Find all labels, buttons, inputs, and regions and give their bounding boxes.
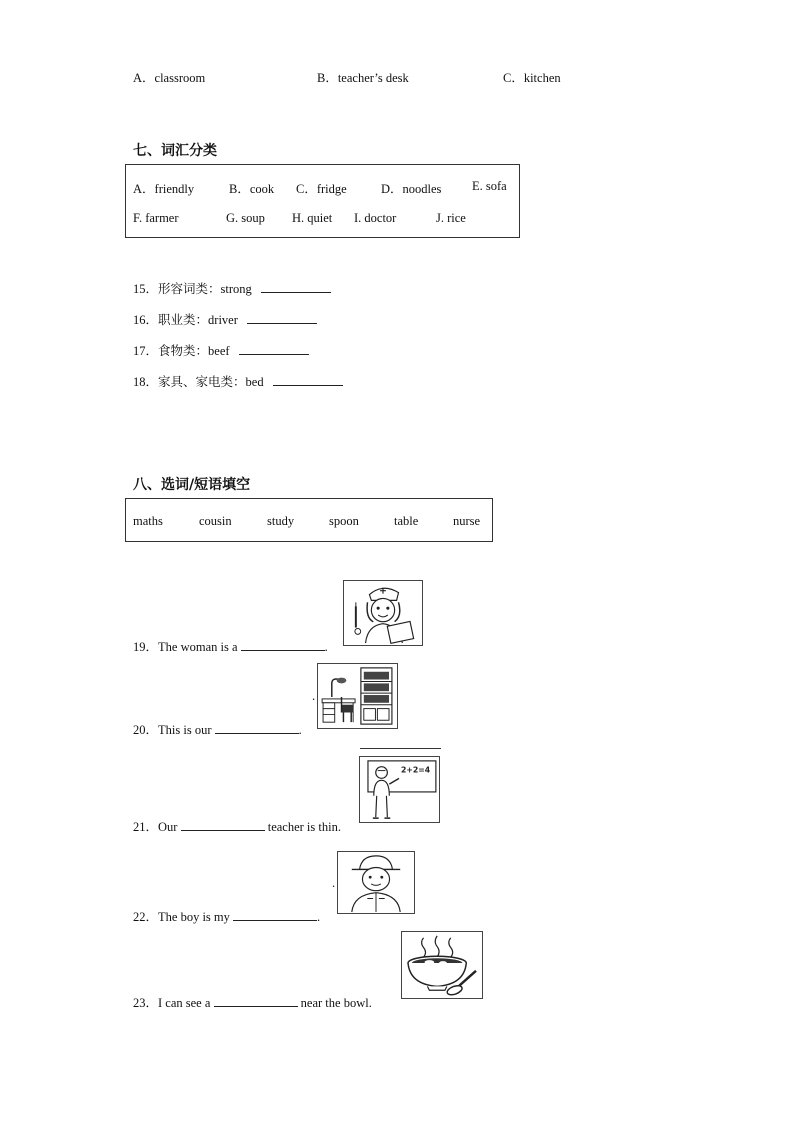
boy-cousin-icon (337, 851, 415, 914)
category-label: 形容词类： (158, 281, 221, 296)
word-bank-box-8 (125, 498, 493, 542)
question-21 (133, 817, 341, 835)
word-bank-item: J. rice (436, 211, 466, 225)
answer-blank[interactable] (261, 281, 331, 293)
category-label: 食物类： (158, 343, 209, 358)
word-bank-item: F. farmer (133, 211, 179, 225)
question-17 (133, 341, 309, 359)
word-bank-item: spoon (329, 514, 359, 528)
word-bank-item: H. quiet (292, 211, 333, 225)
question-19 (133, 637, 328, 655)
section7-title: 七、词汇分类 (133, 143, 217, 159)
word-bank-item: G. soup (226, 211, 265, 225)
answer-blank[interactable] (215, 722, 299, 734)
question-number: 17． (133, 344, 159, 358)
question-22 (133, 907, 320, 925)
word-bank-item: A．friendly (133, 182, 195, 196)
divider-line (360, 748, 441, 749)
word-bank-box-7 (125, 164, 520, 238)
word-bank-item: E. sofa (472, 179, 507, 193)
question-number: 22． (133, 910, 159, 924)
example-word: beef (208, 344, 230, 358)
maths-teacher-icon (359, 756, 440, 823)
question-15 (133, 279, 331, 297)
sentence-end: . (298, 723, 302, 737)
sentence-start: This is our (158, 723, 212, 737)
question-number: 20． (133, 723, 159, 737)
sentence-start: The woman is a (158, 640, 238, 654)
word-bank-item: maths (133, 514, 163, 528)
question-16 (133, 310, 317, 328)
nurse-icon (343, 580, 423, 646)
word-bank-item: C．fridge (296, 182, 347, 196)
section8-title: 八、选词/短语填空 (133, 477, 251, 493)
example-word: strong (220, 282, 252, 296)
answer-blank[interactable] (273, 374, 343, 386)
sentence-start: Our (158, 820, 178, 834)
question-23 (133, 993, 372, 1011)
example-word: driver (208, 313, 238, 327)
sentence-end: teacher is thin. (267, 820, 341, 834)
question-number: 21． (133, 820, 159, 834)
sentence-start: I can see a (158, 996, 211, 1010)
question-20 (133, 720, 302, 738)
board-equation: 2+2=4 (400, 765, 431, 775)
answer-blank[interactable] (247, 312, 317, 324)
example-word: bed (245, 375, 264, 389)
category-label: 职业类： (158, 312, 209, 327)
question-number: 23． (133, 996, 159, 1010)
question-18 (133, 372, 343, 390)
sentence-end: . (317, 910, 321, 924)
option-b: B．teacher’s desk (317, 71, 409, 85)
sentence-start: The boy is my (158, 910, 230, 924)
word-bank-item: D．noodles (381, 182, 442, 196)
dot-mark: . (332, 876, 336, 890)
answer-blank[interactable] (241, 639, 325, 651)
word-bank-item: B．cook (229, 182, 275, 196)
question-number: 15． (133, 282, 159, 296)
question-number: 18． (133, 375, 159, 389)
answer-blank[interactable] (239, 343, 309, 355)
word-bank-item: cousin (199, 514, 232, 528)
answer-blank[interactable] (214, 995, 298, 1007)
word-bank-item: I. doctor (354, 211, 397, 225)
question-number: 19． (133, 640, 159, 654)
sentence-end: near the bowl. (300, 996, 372, 1010)
sentence-end: . (324, 640, 328, 654)
bowl-spoon-icon (401, 931, 483, 999)
word-bank-item: study (267, 514, 295, 528)
answer-blank[interactable] (233, 909, 317, 921)
option-a: A．classroom (133, 71, 206, 85)
answer-blank[interactable] (181, 819, 265, 831)
question-number: 16． (133, 313, 159, 327)
category-label: 家具、家电类： (158, 374, 246, 389)
dot-mark: . (312, 689, 316, 703)
word-bank-item: nurse (453, 514, 481, 528)
word-bank-item: table (394, 514, 419, 528)
study-room-icon (317, 663, 398, 729)
option-c: C．kitchen (503, 71, 561, 85)
